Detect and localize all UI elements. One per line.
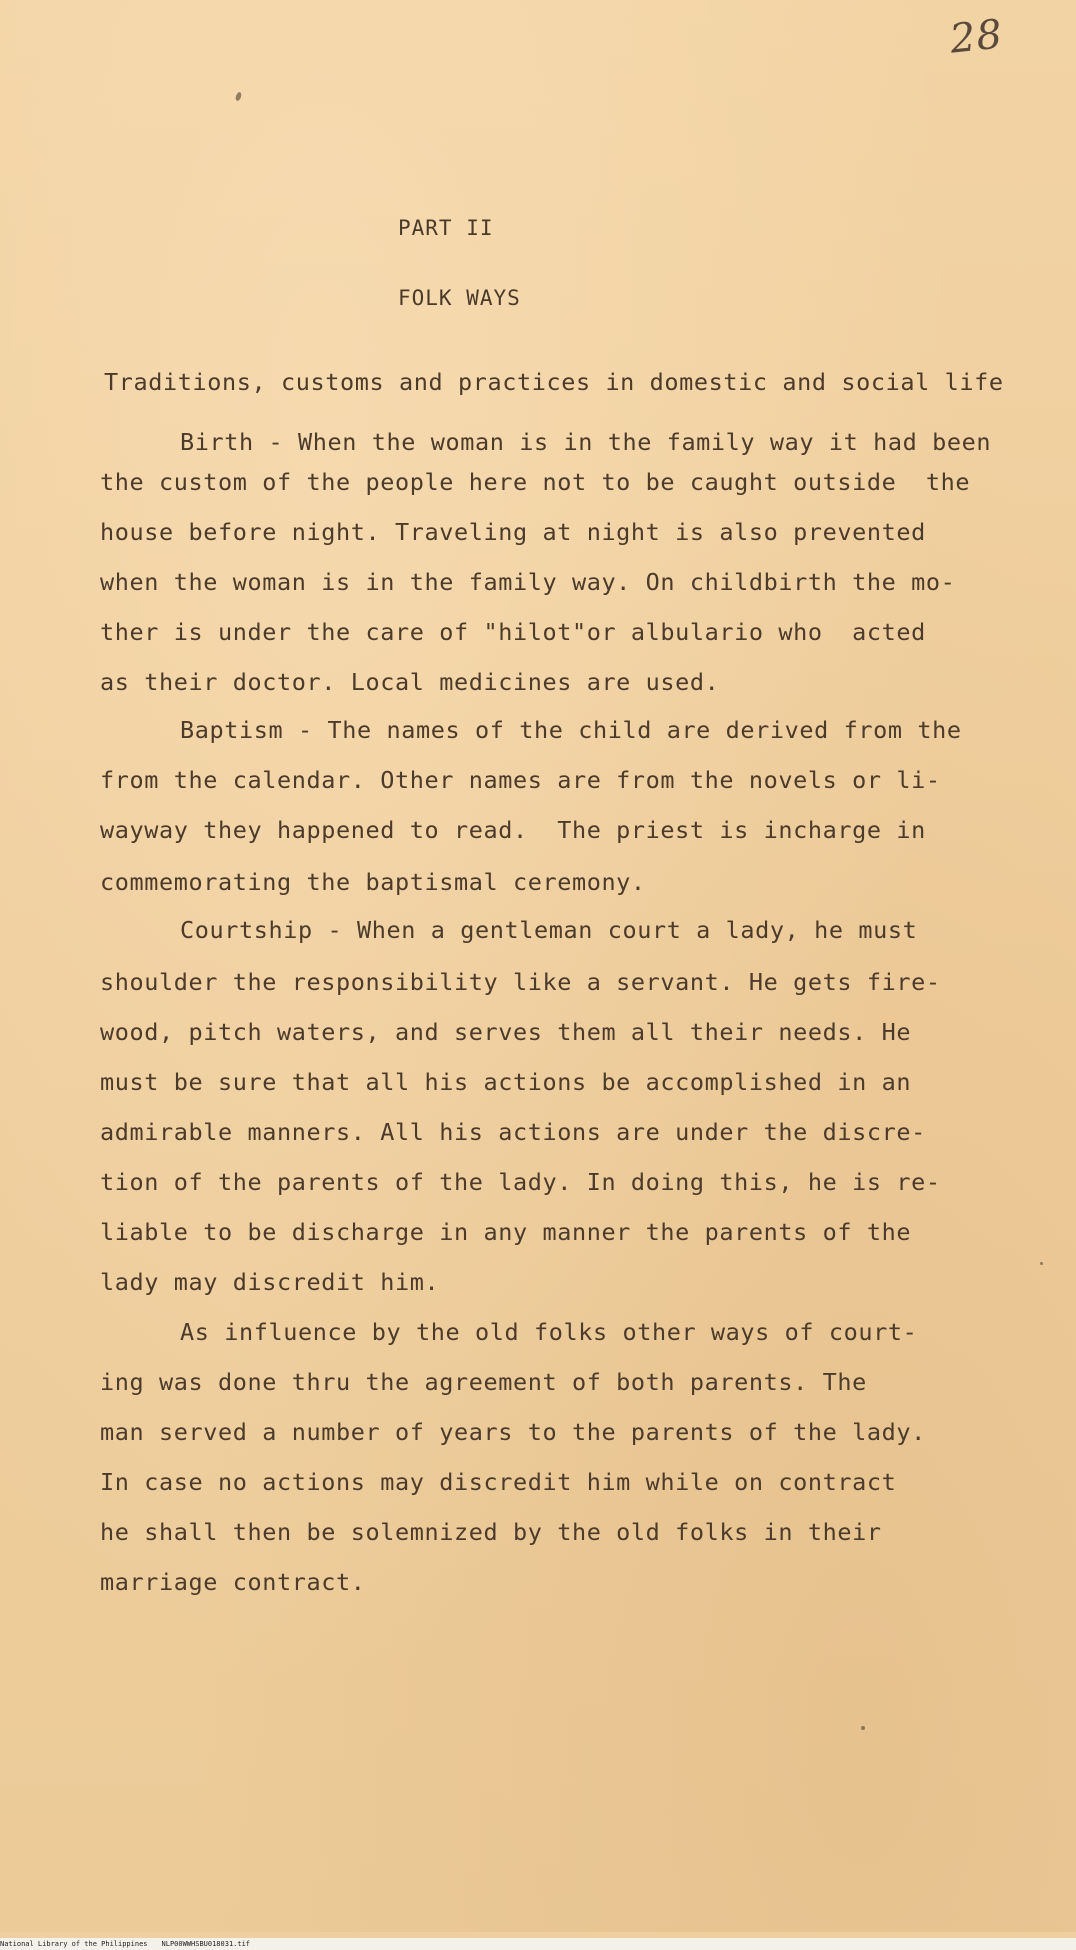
text-line: house before night. Traveling at night is also prevented [100, 518, 926, 546]
text-line: from the calendar. Other names are from the novels or li- [100, 766, 941, 794]
ink-speck [861, 1726, 865, 1730]
text-line: wood, pitch waters, and serves them all their needs. He [100, 1018, 912, 1046]
text-line: when the woman is in the family way. On childbirth the mo- [100, 568, 956, 596]
scan-footer [0, 1938, 1076, 1950]
text-line: the custom of the people here not to be caught outside the [100, 468, 971, 496]
text-line: In case no actions may discredit him while on contract [100, 1468, 897, 1496]
footer-file: NLP00WWHSBU018031.tif [161, 1940, 251, 1948]
ink-speck [235, 91, 243, 101]
text-line: admirable manners. All his actions are under the discre- [100, 1118, 926, 1146]
text-line: man served a number of years to the parents of the lady. [100, 1418, 926, 1446]
text-line: tion of the parents of the lady. In doing this, he is re- [100, 1168, 941, 1196]
text-line: As influence by the old folks other ways of court- [180, 1318, 918, 1346]
text-line: as their doctor. Local medicines are used. [100, 668, 720, 696]
ink-speck [1040, 1262, 1043, 1265]
text-line: marriage contract. [100, 1568, 366, 1596]
section-title: Traditions, customs and practices in domestic and social life [104, 368, 1004, 396]
text-line: shoulder the responsibility like a servant. He gets fire- [100, 968, 941, 996]
text-line: wayway they happened to read. The priest is incharge in [100, 816, 926, 844]
text-line: ther is under the care of "hilot"or albulario who acted [100, 618, 926, 646]
text-line: ing was done thru the agreement of both parents. The [100, 1368, 867, 1396]
text-line: must be sure that all his actions be accomplished in an [100, 1068, 912, 1096]
part-heading: PART II [398, 216, 494, 240]
text-line: Birth - When the woman is in the family way it had been [180, 428, 992, 456]
text-line: he shall then be solemnized by the old folks in their [100, 1518, 882, 1546]
page-number: 28 [947, 11, 1006, 63]
part-subtitle: FOLK WAYS [398, 286, 521, 310]
footer-library: National Library of the Philippines [0, 1940, 148, 1948]
text-line: Courtship - When a gentleman court a lady, he must [180, 916, 918, 944]
text-line: Baptism - The names of the child are derived from the [180, 716, 962, 744]
text-line: lady may discredit him. [100, 1268, 440, 1296]
text-line: liable to be discharge in any manner the parents of the [100, 1218, 912, 1246]
text-line: commemorating the baptismal ceremony. [100, 868, 646, 896]
